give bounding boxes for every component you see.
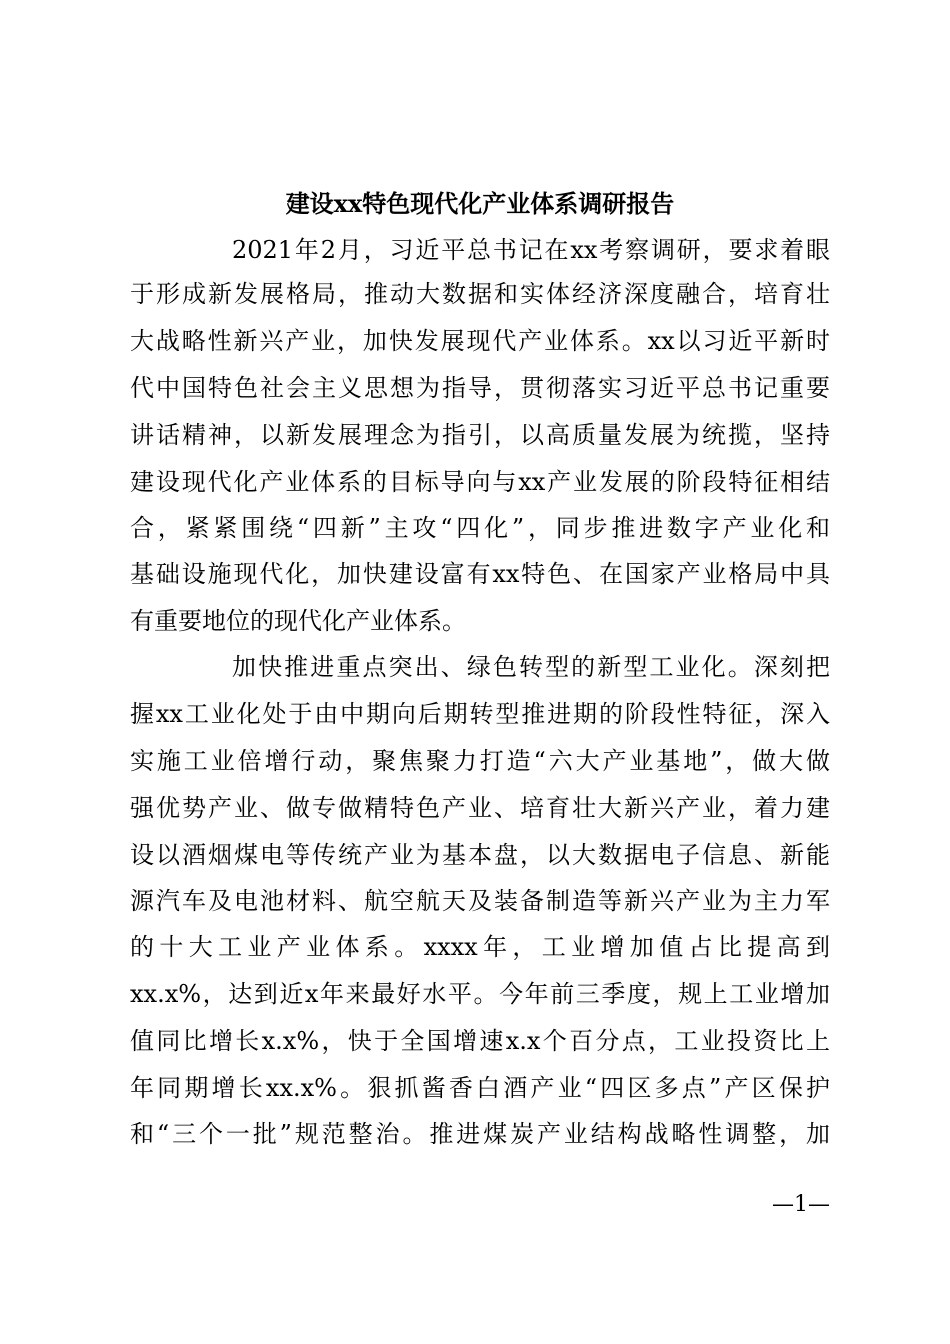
paragraph-1-line-9: 有重要地位的现代化产业体系。	[130, 607, 466, 635]
paragraph-2-line-9: 值同比增长x.x%，快于全国增速x.x个百分点，工业投资比上	[130, 1027, 830, 1055]
paragraph-2-line-8: xx.x%，达到近x年来最好水平。今年前三季度，规上工业增加	[130, 980, 830, 1008]
paragraph-2-line-5: 设以酒烟煤电等传统产业为基本盘，以大数据电子信息、新能	[130, 841, 830, 869]
paragraph-2-line-6: 源汽车及电池材料、航空航天及装备制造等新兴产业为主力军	[130, 887, 830, 915]
paragraph-1-line-6: 建设现代化产业体系的目标导向与xx产业发展的阶段特征相结	[130, 468, 830, 496]
paragraph-2-line-3: 实施工业倍增行动，聚焦聚力打造“六大产业基地”，做大做	[130, 747, 830, 775]
paragraph-1-line-5: 讲话精神，以新发展理念为指引，以高质量发展为统揽，坚持	[130, 421, 830, 449]
page-number: —1—	[772, 1192, 830, 1217]
paragraph-2-line-1: 加快推进重点突出、绿色转型的新型工业化。深刻把	[232, 653, 830, 681]
paragraph-1-line-4: 代中国特色社会主义思想为指导，贯彻落实习近平总书记重要	[130, 374, 830, 402]
paragraph-2-line-2: 握xx工业化处于由中期向后期转型推进期的阶段性特征，深入	[130, 700, 830, 728]
paragraph-1-line-1: 2021年2月，习近平总书记在xx考察调研，要求着眼	[232, 236, 830, 264]
paragraph-1-line-3: 大战略性新兴产业，加快发展现代产业体系。xx以习近平新时	[130, 327, 830, 355]
document-title: 建设xx特色现代化产业体系调研报告	[285, 189, 675, 218]
paragraph-2-line-4: 强优势产业、做专做精特色产业、培育壮大新兴产业，着力建	[130, 794, 830, 822]
paragraph-1-line-7: 合，紧紧围绕“四新”主攻“四化”，同步推进数字产业化和	[130, 514, 830, 542]
paragraph-1-line-2: 于形成新发展格局，推动大数据和实体经济深度融合，培育壮	[130, 280, 830, 308]
paragraph-2-line-7: 的十大工业产业体系。xxxx年，工业增加值占比提高到	[130, 933, 830, 961]
paragraph-2-line-10: 年同期增长xx.x%。狠抓酱香白酒产业“四区多点”产区保护	[130, 1074, 830, 1102]
paragraph-2-line-11: 和“三个一批”规范整治。推进煤炭产业结构战略性调整，加	[130, 1120, 830, 1148]
paragraph-1-line-8: 基础设施现代化，加快建设富有xx特色、在国家产业格局中具	[130, 560, 830, 588]
